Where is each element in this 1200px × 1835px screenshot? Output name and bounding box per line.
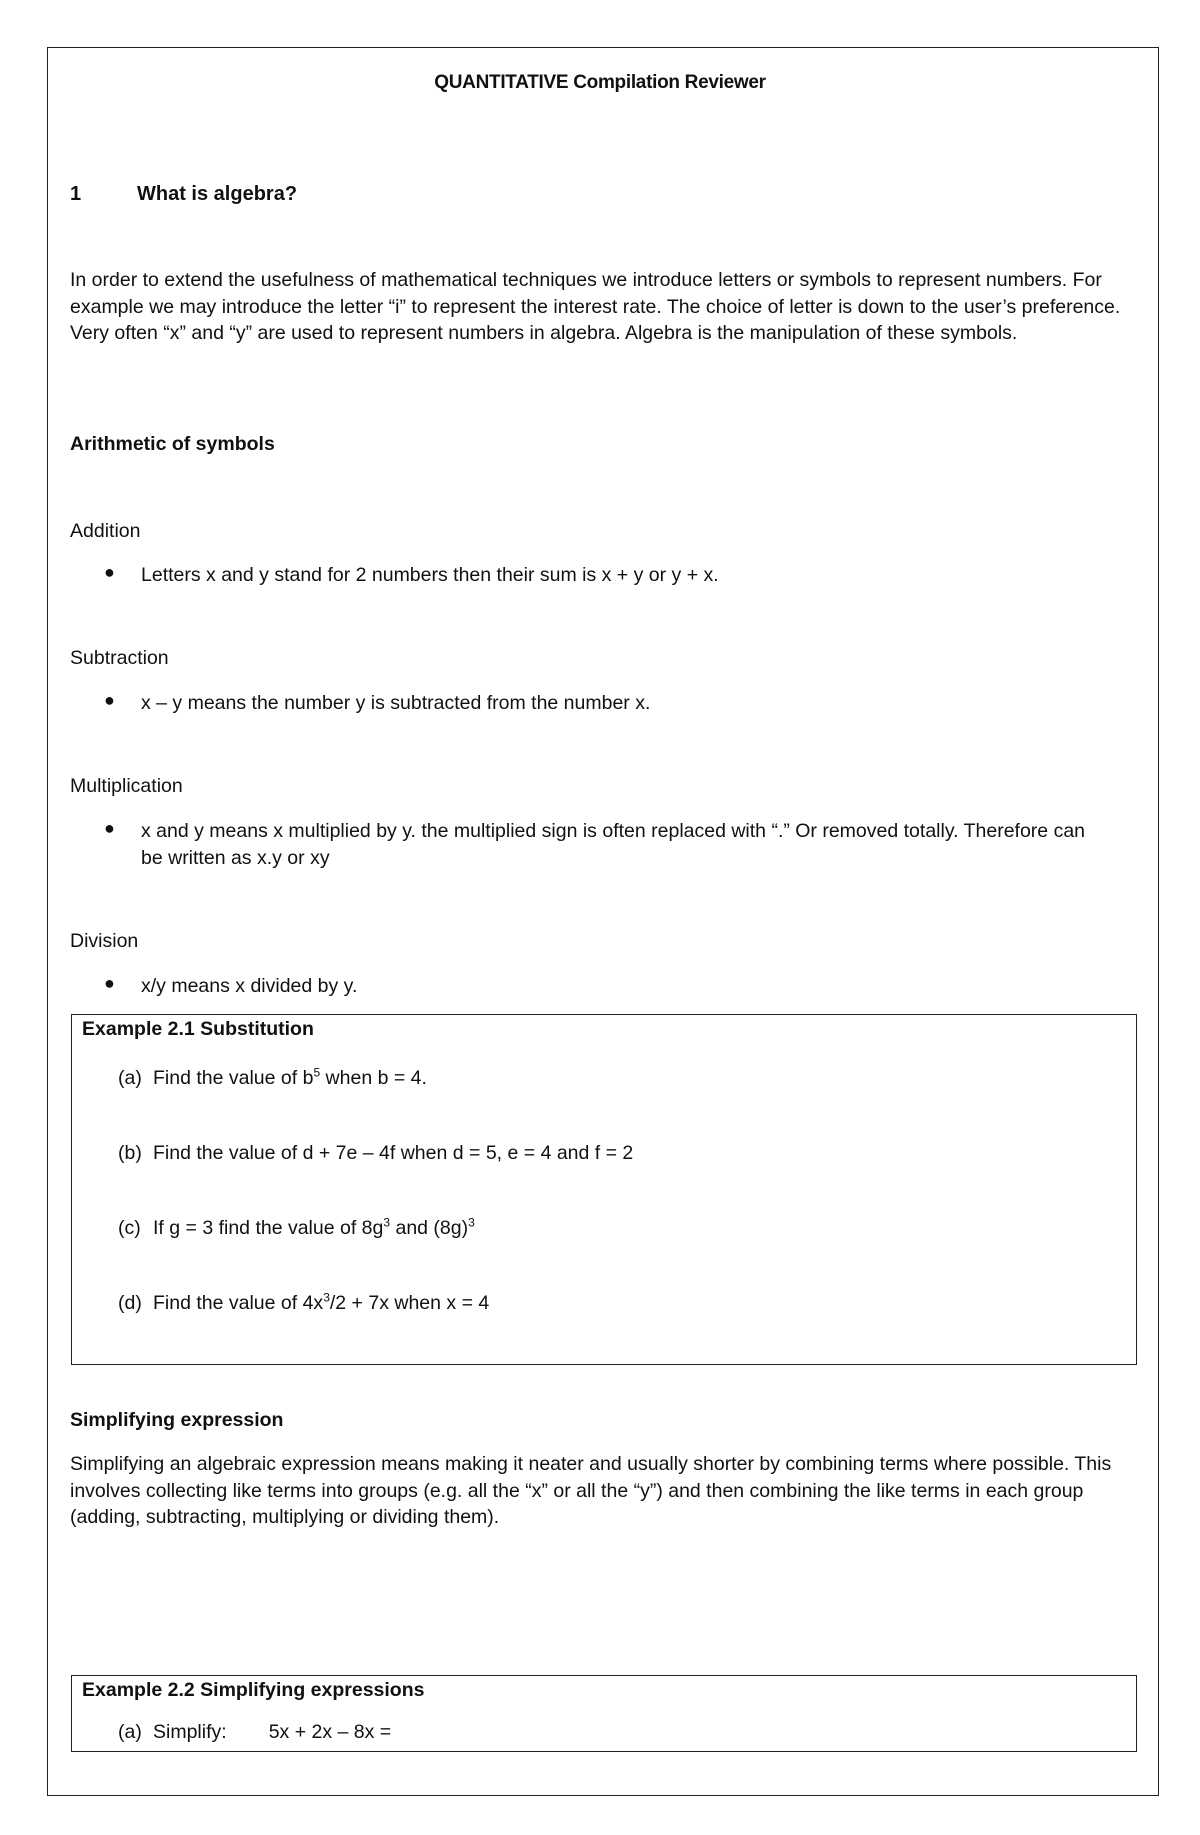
item-label: (b)	[118, 1142, 142, 1164]
example-item-a	[118, 1067, 427, 1090]
multiplication-bullet: x and y means x multiplied by y. the multiplied sign is often replaced with “.” Or removed totally. Therefore can be written as x.y or xy	[141, 820, 1086, 869]
bullet-icon: ●	[104, 973, 115, 993]
subtraction-bullet: x – y means the number y is subtracted from the number x.	[141, 692, 651, 714]
subtraction-label: Subtraction	[70, 647, 169, 669]
example-item-d	[118, 1292, 489, 1315]
item-text: If g = 3 find the value of 8g	[153, 1217, 384, 1239]
division-label: Division	[70, 930, 139, 952]
intro-paragraph: In order to extend the usefulness of mathematical techniques we introduce letters or symbols to represent numbers. For example we may introduce the letter “i” to represent the interest rate. The choice of letter is down to the user’s preference. Very often “x” and “y” are used to represent numbers in algebra. Algebra is the manipulation of these symbols.	[70, 269, 1121, 344]
example-substitution-box	[71, 1014, 1137, 1365]
bullet-icon: ●	[104, 562, 115, 582]
example-simplifying-title: Example 2.2 Simplifying expressions	[82, 1679, 425, 1701]
example-item-b	[118, 1142, 633, 1165]
example-simplifying-box	[71, 1675, 1137, 1752]
division-bullet: x/y means x divided by y.	[141, 975, 358, 997]
item-label: (a)	[118, 1067, 142, 1089]
section-title: What is algebra?	[137, 183, 298, 205]
item-sup-2: 3	[468, 1215, 475, 1230]
multiplication-label: Multiplication	[70, 775, 183, 797]
addition-label: Addition	[70, 520, 141, 542]
item-text-after: /2 + 7x when x = 4	[329, 1292, 490, 1314]
item-sup: 5	[313, 1065, 321, 1080]
item-expression: 5x + 2x – 8x =	[268, 1721, 392, 1743]
simplifying-paragraph: Simplifying an algebraic expression means making it neater and usually shorter by combining terms where possible. This involves collecting like terms into groups (e.g. all the “x” or all the “y”) and then combining the like terms in each group (adding, subtracting, multiplying or dividing them).	[70, 1453, 1112, 1528]
section-number: 1	[70, 183, 82, 205]
item-text-after: and (8g)	[390, 1217, 469, 1239]
simplifying-heading: Simplifying expression	[70, 1409, 284, 1431]
addition-bullet: Letters x and y stand for 2 numbers then their sum is x + y or y + x.	[141, 564, 719, 586]
arithmetic-heading: Arithmetic of symbols	[70, 433, 275, 455]
example-item-c	[118, 1217, 475, 1240]
item-label: (c)	[118, 1217, 141, 1239]
bullet-icon: ●	[104, 690, 115, 710]
document-title: QUANTITATIVE Compilation Reviewer	[434, 72, 766, 93]
example-2-item-a	[118, 1721, 391, 1744]
example-substitution-title: Example 2.1 Substitution	[82, 1018, 314, 1040]
item-text: Simplify:	[153, 1721, 227, 1743]
item-text: Find the value of d + 7e – 4f when d = 5, e = 4 and f = 2	[153, 1142, 634, 1164]
item-sup: 3	[323, 1290, 330, 1305]
item-text-after: when b = 4.	[320, 1067, 427, 1089]
item-label: (d)	[118, 1292, 142, 1314]
bullet-icon: ●	[104, 818, 115, 838]
item-text: Find the value of b	[153, 1067, 314, 1089]
item-text: Find the value of 4x	[153, 1292, 324, 1314]
item-sup: 3	[383, 1215, 391, 1230]
item-label: (a)	[118, 1721, 142, 1743]
